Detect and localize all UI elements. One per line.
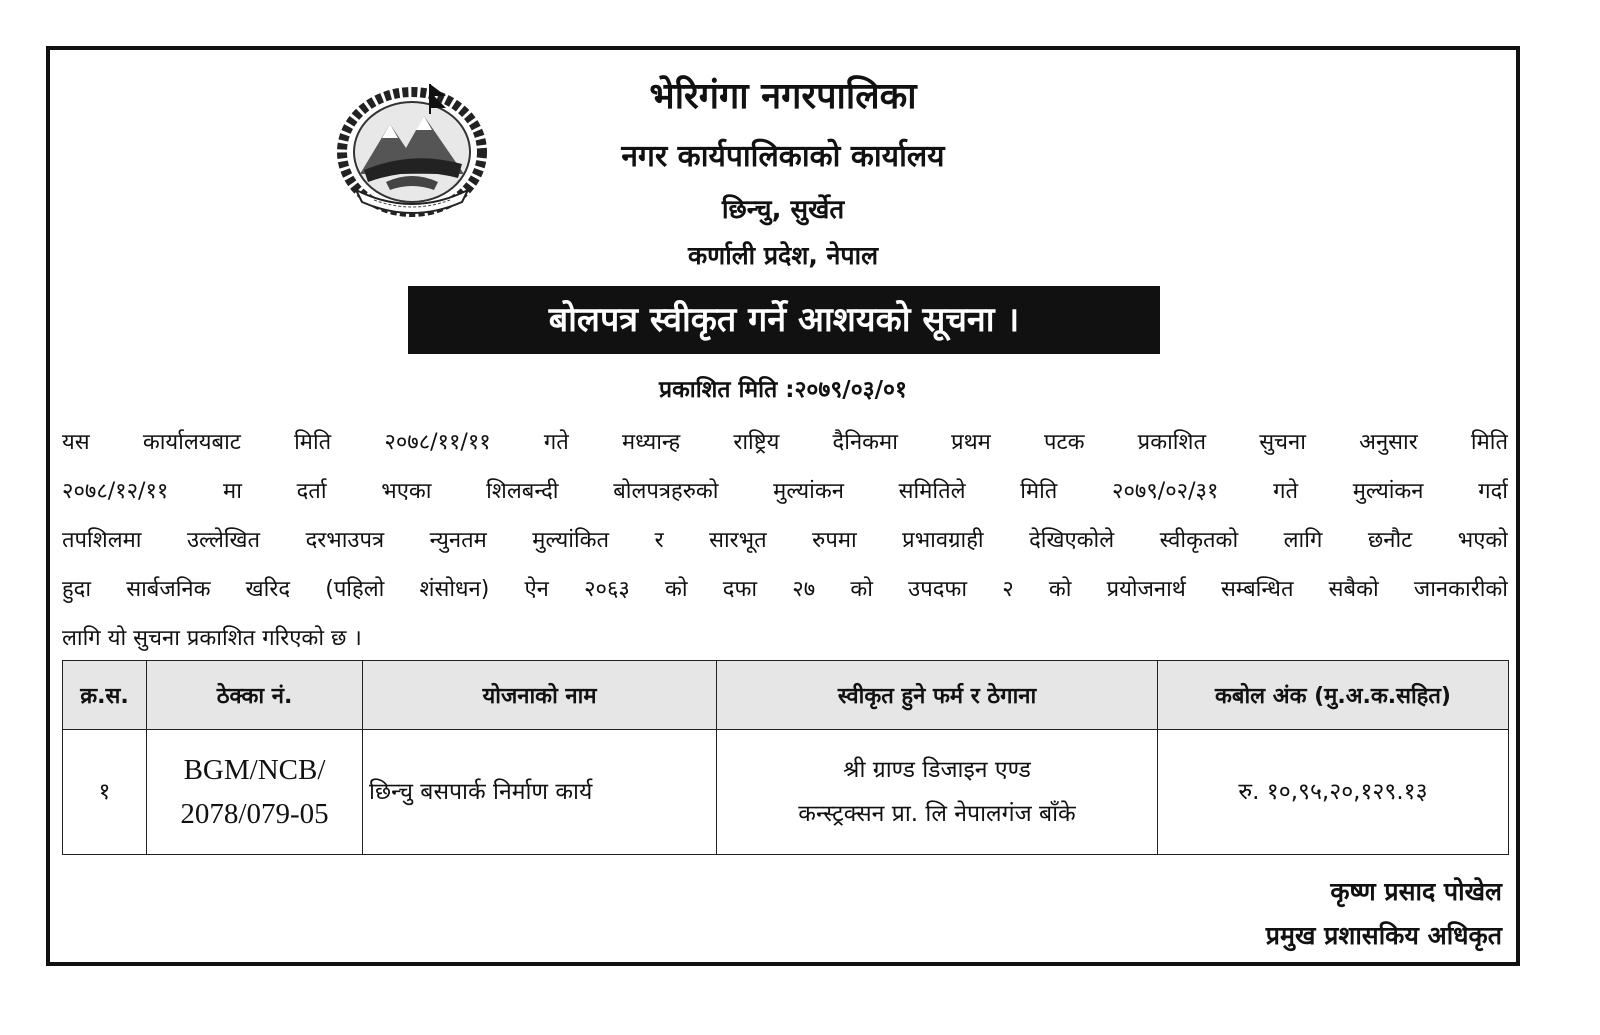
notice-frame (46, 46, 1520, 966)
header-firm-address: स्वीकृत हुने फर्म र ठेगाना (717, 661, 1158, 730)
cell-firm-address (717, 730, 1158, 855)
header-project-name: योजनाको नाम (363, 661, 717, 730)
contract-no-line: 2078/079-05 (180, 798, 329, 830)
notice-body (62, 418, 1508, 663)
cell-contract-no (147, 730, 363, 855)
signatory-name: कृष्ण प्रसाद पोखेल (1330, 877, 1502, 906)
published-label: प्रकाशित मिति : (659, 377, 795, 403)
office-name: नगर कार्यपालिकाको कार्यालय (621, 139, 945, 174)
table-header-row (63, 661, 1509, 730)
notice-body-line: हुदा सार्बजनिक खरिद (पहिलो शंसोधन) ऐन २०६३ को दफा २७ को उपदफा २ को प्रयोजनार्थ सम्बन्धित सबैको जानकारीको (62, 577, 1508, 602)
notice-body-line: २०७८/१२/११ मा दर्ता भएका शिलबन्दी बोलपत्रहरुको मुल्यांकन समितिले मिति २०७९/०२/३१ गते मुल्यांकन गर्दा (62, 479, 1508, 504)
cell-sn: १ (63, 730, 147, 855)
firm-line: श्री ग्राण्ड डिजाइन एण्ड (843, 757, 1031, 783)
notice-title: बोलपत्र स्वीकृत गर्ने आशयको सूचना । (408, 286, 1160, 354)
header-contract-no: ठेक्का नं. (147, 661, 363, 730)
org-name: भेरिगंगा नगरपालिका (649, 76, 917, 117)
cell-project-name: छिन्चु बसपार्क निर्माण कार्य (363, 730, 717, 855)
office-province: कर्णाली प्रदेश, नेपाल (687, 241, 879, 270)
signatory-designation: प्रमुख प्रशासकिय अधिकृत (1265, 921, 1502, 950)
notice-body-line: यस कार्यालयबाट मिति २०७८/११/११ गते मध्यान्ह राष्ट्रिय दैनिकमा प्रथम पटक प्रकाशित सुचना अनुसार मिति (62, 430, 1508, 455)
contract-no-line: BGM/NCB/ (183, 754, 326, 786)
office-location: छिन्चु, सुर्खेत (721, 195, 845, 225)
header-bid-amount: कबोल अंक (मु.अ.क.सहित) (1158, 661, 1509, 730)
header-sn: क्र.स. (63, 661, 147, 730)
firm-line: कन्स्ट्रक्सन प्रा. लि नेपालगंज बाँके (798, 801, 1076, 827)
cell-bid-amount: रु. १०,९५,२०,१२९.१३ (1158, 730, 1509, 855)
notice-body-line: तपशिलमा उल्लेखित दरभाउपत्र न्युनतम मुल्यांकित र सारभूत रुपमा प्रभावग्राही देखिएकोले स्वीकृतको लागि छनौट भएको (62, 528, 1508, 553)
published-date: २०७९/०३/०१ (794, 377, 907, 403)
table-row (63, 730, 1509, 855)
bid-table (62, 660, 1509, 855)
notice-body-line: लागि यो सुचना प्रकाशित गरिएको छ । (62, 626, 362, 651)
published-date-line (50, 372, 1516, 404)
